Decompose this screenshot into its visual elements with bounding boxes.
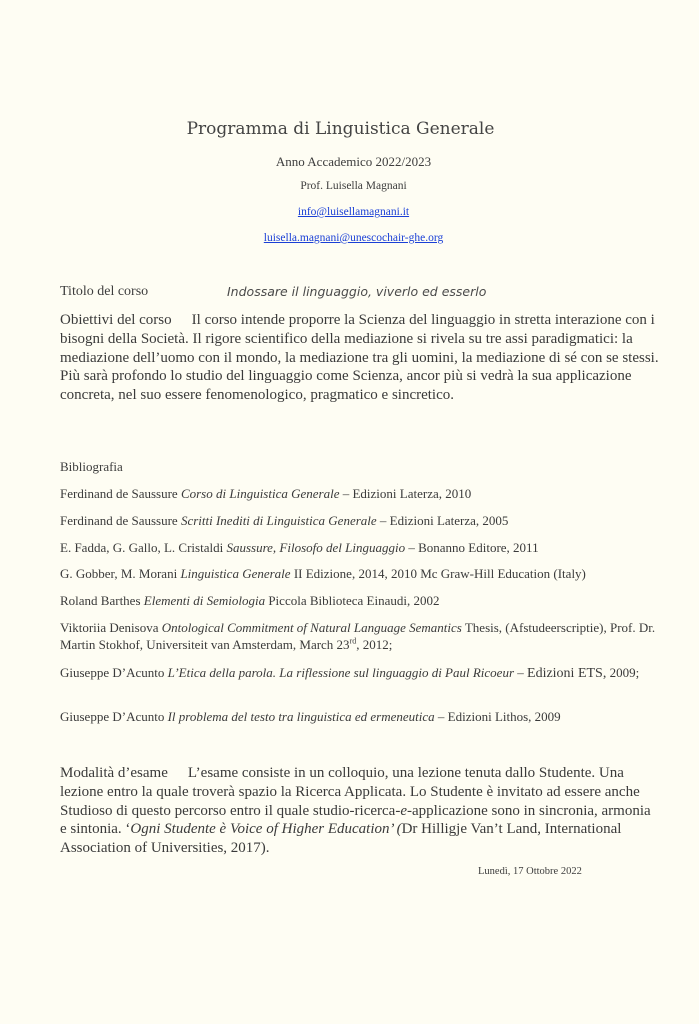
bib-author: E. Fadda, G. Gallo, L. Cristaldi bbox=[60, 540, 227, 555]
bib-author: Viktoriia Denisova bbox=[60, 620, 162, 635]
bib-title: Scritti Inediti di Linguistica Generale bbox=[180, 513, 377, 528]
objectives-paragraph bbox=[60, 311, 660, 405]
exam-text: L’esame consiste in un colloquio, una lezione tenuta dallo Studente. Una lezione entro la quale troverà spazio la Ricerca Applicata. Lo Studente è invitato ad essere anche Studioso di questo percorso entro il quale studio-ricerca- bbox=[60, 765, 640, 819]
bib-title: Corso di Linguistica Generale bbox=[180, 486, 340, 501]
exam-text-e: e bbox=[400, 802, 407, 819]
bibliography-item bbox=[60, 486, 660, 503]
bib-publisher: Edizioni ETS, bbox=[527, 666, 607, 681]
bib-publisher: II Edizione, 2014, 2010 Mc Graw-Hill Education (Italy) bbox=[290, 566, 586, 581]
bib-author: Giuseppe D’Acunto bbox=[60, 709, 168, 724]
bib-year: , 2012; bbox=[356, 636, 393, 652]
email-line-2 bbox=[0, 232, 699, 244]
bib-publisher: – Edizioni Laterza, 2005 bbox=[376, 513, 509, 528]
exam-label: Modalità d’esame bbox=[60, 765, 168, 781]
email-link-unesco[interactable]: luisella.magnani@unescochair-ghe.org bbox=[263, 232, 444, 244]
bibliography-heading: Bibliografia bbox=[60, 459, 123, 474]
bibliography-item bbox=[60, 566, 660, 583]
bibliography-item bbox=[60, 540, 660, 557]
bib-superscript: rd bbox=[349, 636, 357, 646]
bib-title: Il problema del testo tra linguistica ed ermeneutica bbox=[167, 709, 435, 724]
bib-dash: – bbox=[514, 665, 528, 680]
academic-year: Anno Accademico 2022/2023 bbox=[275, 154, 432, 169]
bibliography-item bbox=[60, 665, 660, 683]
email-link-info[interactable]: info@luisellamagnani.it bbox=[297, 206, 410, 218]
bib-year: 2009; bbox=[606, 665, 640, 680]
bib-author: G. Gobber, M. Morani bbox=[60, 566, 181, 581]
bibliography-item bbox=[60, 513, 660, 530]
document-date: Lunedì, 17 Ottobre 2022 bbox=[478, 866, 582, 877]
exam-text-cont: -applicazione sono in sincronia, armonia e sintonia. ‘ bbox=[60, 802, 651, 838]
bib-title: Elementi di Semiologia bbox=[143, 593, 266, 608]
bib-author: Ferdinand de Saussure bbox=[60, 486, 181, 501]
bib-title: Ontological Commitment of Natural Language Semantics bbox=[161, 620, 462, 635]
bib-title: Linguistica Generale bbox=[180, 566, 291, 581]
bib-publisher: – Edizioni Lithos, 2009 bbox=[434, 709, 561, 724]
bibliography-item bbox=[60, 709, 660, 726]
course-title-value: Indossare il linguaggio, viverlo ed esserlo bbox=[227, 284, 487, 299]
page-title: Programma di Linguistica Generale bbox=[186, 119, 495, 139]
bib-title: Saussure, Filosofo del Linguaggio bbox=[226, 540, 406, 555]
bibliography-item bbox=[60, 593, 660, 610]
bib-publisher: Piccola Biblioteca Einaudi, 2002 bbox=[265, 593, 440, 608]
email-line-1 bbox=[0, 206, 699, 218]
bibliography-item bbox=[60, 620, 660, 653]
bib-author: Ferdinand de Saussure bbox=[60, 513, 181, 528]
exam-citation: Dr Hilligje Van’t Land, International Association of Universities, 2017). bbox=[60, 821, 622, 857]
bib-publisher: Thesis, (Afstudeerscriptie), Prof. Dr. Martin Stokhof, Universiteit van Amsterdam, March 23 bbox=[60, 620, 656, 652]
professor-name: Prof. Luisella Magnani bbox=[300, 180, 407, 192]
objectives-label: Obiettivi del corso bbox=[60, 312, 172, 328]
exam-paragraph bbox=[60, 764, 660, 858]
bib-author: Roland Barthes bbox=[60, 593, 144, 608]
bib-publisher: – Bonanno Editore, 2011 bbox=[405, 540, 539, 555]
objectives-text: Il corso intende proporre la Scienza del linguaggio in stretta interazione con i bisogni della Società. Il rigore scientifico della mediazione si rivela su tre assi paradigmatici: la mediazione dell’uomo con il mondo, la mediazione tra gli uomini, la mediazione di sé con se stessi. Più sarà profondo lo studio del linguaggio come Scienza, ancor più si vedrà la sua applicazione concreta, nel suo essere fenomenologico, pragmatico e sincretico. bbox=[60, 312, 659, 404]
bib-author: Giuseppe D’Acunto bbox=[60, 665, 168, 680]
bib-publisher: – Edizioni Laterza, 2010 bbox=[339, 486, 472, 501]
bib-title: L’Etica della parola. La riflessione sul linguaggio di Paul Ricoeur bbox=[167, 665, 515, 680]
exam-quote: Ogni Studente è Voice of Higher Education’ ( bbox=[130, 821, 402, 838]
course-title-label: Titolo del corso bbox=[60, 284, 149, 299]
